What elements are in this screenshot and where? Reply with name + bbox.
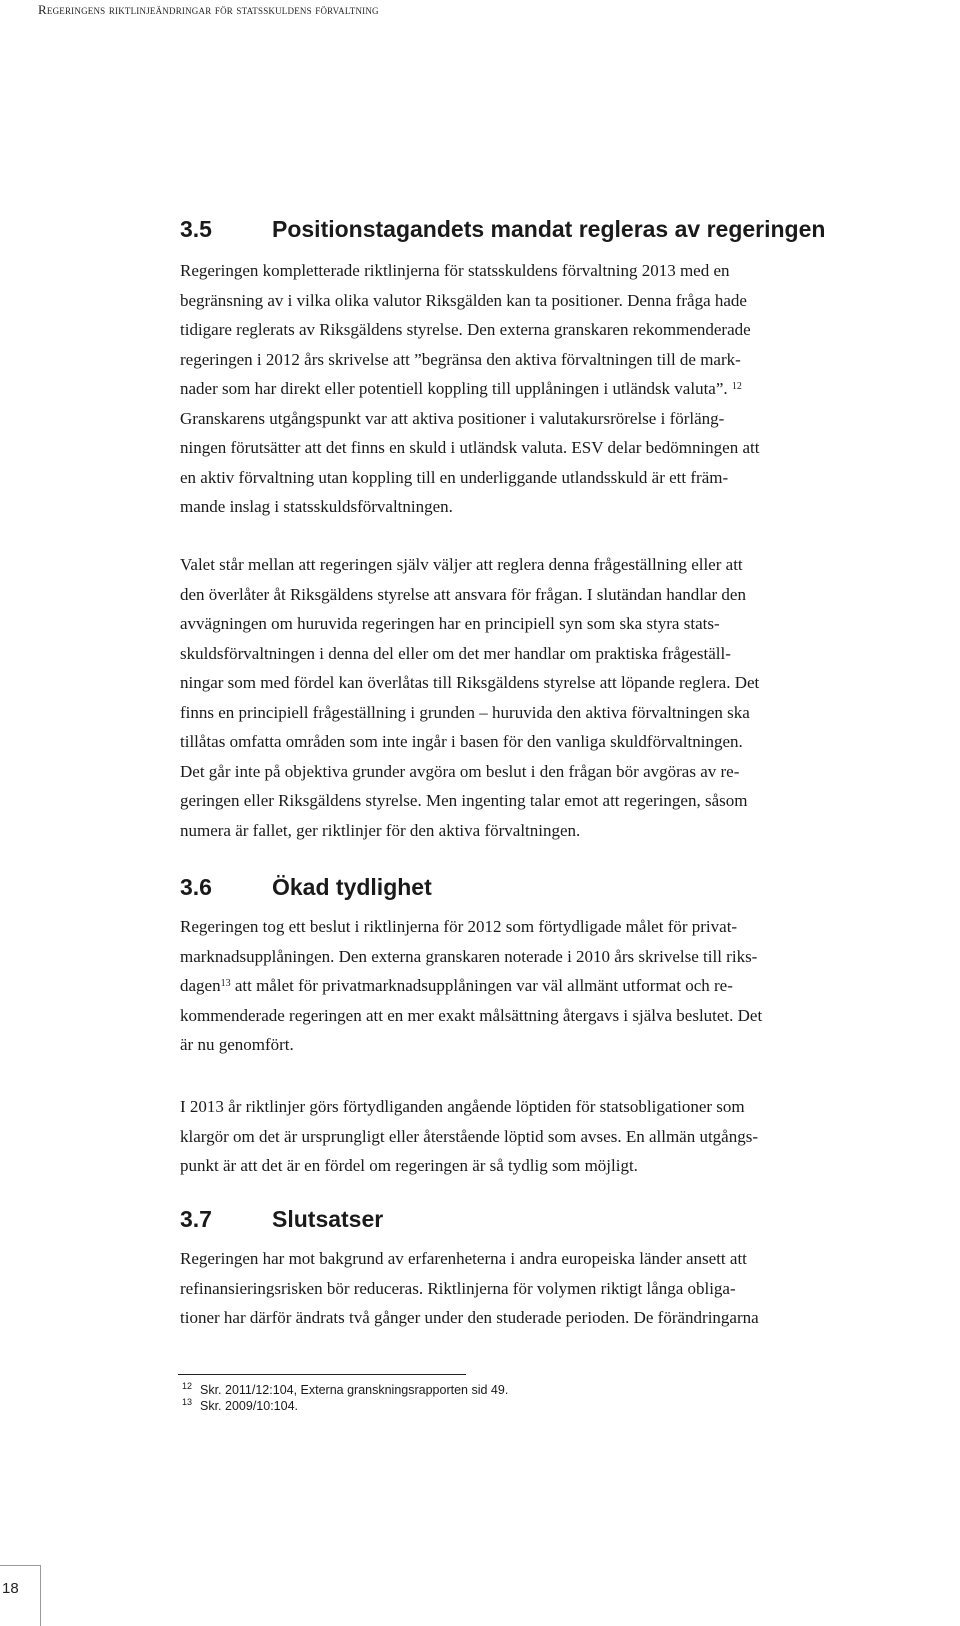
text-line: skuldsförvaltningen i denna del eller om det mer handlar om praktiska frågeställ- (180, 643, 731, 663)
section-number: 3.5 (180, 216, 212, 242)
text-line: är nu genomfört. (180, 1035, 294, 1054)
footnote-text: Skr. 2011/12:104, Externa granskningsrapporten sid 49. (200, 1383, 509, 1397)
section-title: Slutsatser (272, 1206, 384, 1232)
section-heading (180, 874, 432, 901)
paragraph (180, 1092, 925, 1181)
text-line: ningar som med fördel kan överlåtas till Riksgäldens styrelse att löpande reglera. Det (180, 673, 760, 692)
text-line: finns en principiell frågeställning i grunden – huruvida den aktiva förvaltningen ska (180, 702, 750, 722)
text-line: tillåtas omfatta områden som inte ingår i basen för den vanliga skuldförvaltningen. (180, 732, 743, 751)
section-heading (180, 216, 825, 243)
text-line: regeringen i 2012 års skrivelse att ”begränsa den aktiva förvaltningen till de mark- (180, 349, 741, 369)
text-line: tidigare reglerats av Riksgäldens styrelse. Den externa granskaren rekommenderade (180, 320, 751, 339)
text-line: Granskarens utgångspunkt var att aktiva positioner i valutakursrörelse i förläng- (180, 408, 725, 428)
section-number: 3.6 (180, 874, 212, 900)
text-line: punkt är att det är en fördel om regeringen är så tydlig som möjligt. (180, 1156, 638, 1175)
section-number: 3.7 (180, 1206, 212, 1232)
text-line: refinansieringsrisken bör reduceras. Riktlinjerna för volymen riktigt långa obliga- (180, 1278, 736, 1298)
text-line: avvägningen om huruvida regeringen har en principiell syn som ska styra stats- (180, 614, 720, 633)
text-line: Regeringen tog ett beslut i riktlinjerna för 2012 som förtydligade målet för privat- (180, 917, 738, 936)
text-line: Det går inte på objektiva grunder avgöra om beslut i den frågan bör avgöras av re- (180, 761, 740, 781)
section-title: Ökad tydlighet (272, 874, 432, 900)
section-heading (180, 1206, 383, 1233)
paragraph (180, 256, 925, 522)
footnote (182, 1397, 508, 1414)
text-line: numera är fallet, ger riktlinjer för den aktiva förvaltningen. (180, 820, 581, 840)
text-line: den överlåter åt Riksgäldens styrelse att ansvara för frågan. I slutändan handlar den (180, 584, 746, 604)
footnote-divider (178, 1374, 466, 1375)
text-line: Regeringen kompletterade riktlinjerna för statsskuldens förvaltning 2013 med en (180, 261, 730, 280)
text-line-with-ref (180, 971, 925, 1001)
footnote-number: 12 (182, 1381, 193, 1391)
paragraph (180, 550, 925, 845)
running-header: Regeringens riktlinjeändringar för statsskuldens förvaltning (38, 2, 379, 17)
text-line: Regeringen har mot bakgrund av erfarenheterna i andra europeiska länder ansett att (180, 1249, 747, 1268)
footnote (182, 1381, 509, 1398)
text-line: ningen förutsätter att det finns en skuld i utländsk valuta. ESV delar bedömningen att (180, 438, 760, 457)
page-number: 18 (2, 1580, 19, 1597)
text-line: tioner har därför ändrats två gånger under den studerade perioden. De förändringarna (180, 1308, 759, 1327)
paragraph (180, 912, 925, 1060)
text-line: mande inslag i statsskuldsförvaltningen. (180, 497, 453, 516)
text-line: en aktiv förvaltning utan koppling till en underliggande utlandsskuld är ett främ- (180, 467, 729, 487)
text-line: kommenderade regeringen att en mer exakt målsättning återgavs i själva beslutet. Det (180, 1005, 763, 1025)
text-line: marknadsupplåningen. Den externa granskaren noterade i 2010 års skrivelse till riks- (180, 946, 758, 966)
text-segment: dagen (180, 976, 221, 995)
text-segment: att målet för privatmarknadsupplåningen var väl allmänt utformat och re- (234, 976, 733, 995)
paragraph (180, 1244, 925, 1333)
text-segment: nader som har direkt eller potentiell koppling till upplåningen i utländsk valuta”. (180, 379, 728, 398)
text-line: I 2013 år riktlinjer görs förtydliganden angående löptiden för statsobligationer som (180, 1097, 745, 1116)
footnotes (182, 1381, 509, 1414)
text-line: Valet står mellan att regeringen själv väljer att reglera denna frågeställning eller att (180, 555, 743, 574)
text-line: geringen eller Riksgäldens styrelse. Men ingenting talar emot att regeringen, såsom (180, 791, 748, 810)
text-line: klargör om det är ursprungligt eller återstående löptid som avses. En allmän utgångs- (180, 1126, 759, 1146)
text-line: begränsning av i vilka olika valutor Riksgälden kan ta positioner. Denna fråga hade (180, 290, 747, 310)
text-line-with-ref (180, 374, 925, 404)
footnote-text: Skr. 2009/10:104. (200, 1399, 298, 1413)
footnote-ref[interactable]: 13 (220, 978, 231, 989)
footnote-number: 13 (182, 1397, 193, 1407)
footnote-ref[interactable]: 12 (731, 381, 742, 392)
section-title: Positionstagandets mandat regleras av regeringen (272, 216, 826, 242)
